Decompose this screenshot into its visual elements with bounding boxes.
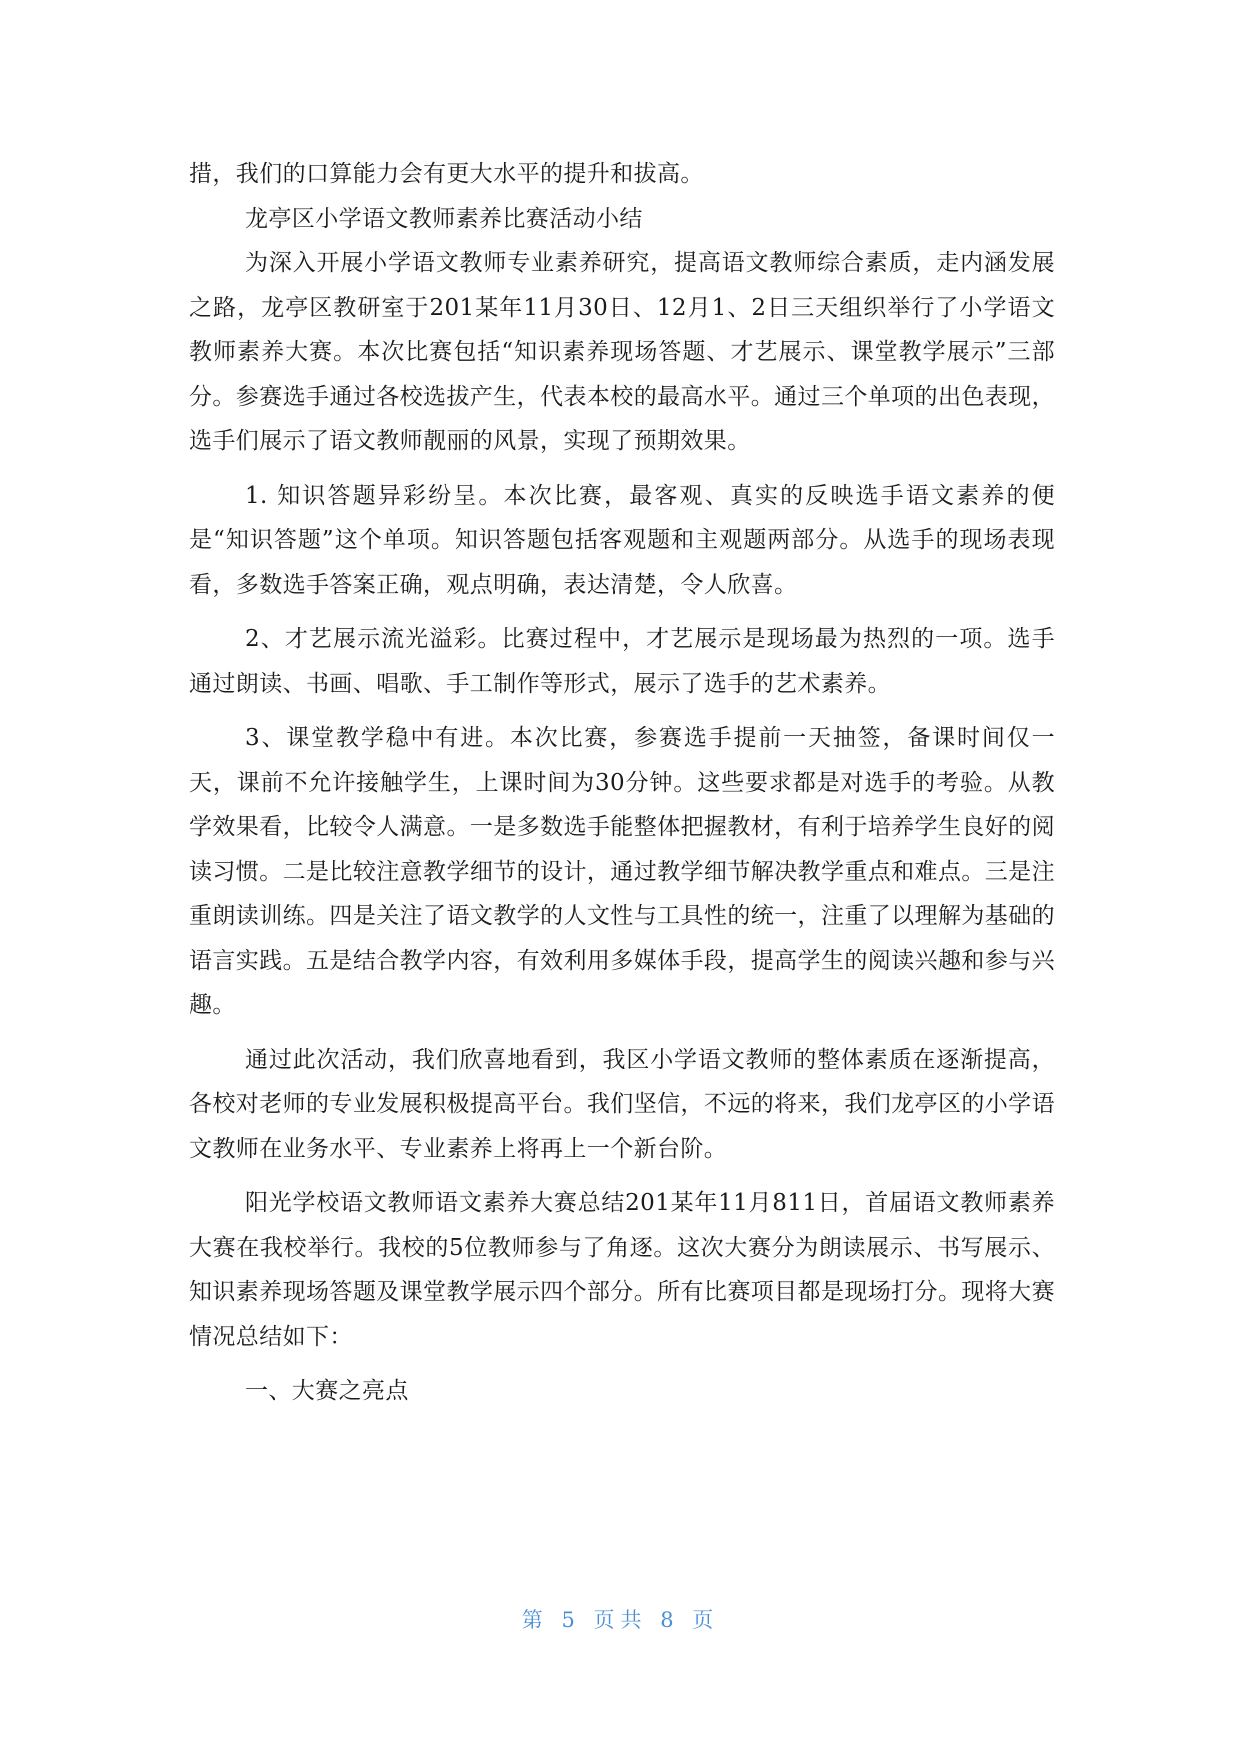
paragraph-intro: 为深入开展小学语文教师专业素养研究，提高语文教师综合素质，走内涵发展之路，龙亭区教研室于201某年11月30日、12月1、2日三天组织举行了小学语文教师素养大赛。本次比赛包括“知识素养现场答题、才艺展示、课堂教学展示”三部分。参赛选手通过各校选拔产生，代表本校的最高水平。通过三个单项的出色表现，选手们展示了语文教师靓丽的风景，实现了预期效果。 (189, 250, 1055, 454)
paragraph-item-2: 2、才艺展示流光溢彩。比赛过程中，才艺展示是现场最为热烈的一项。选手通过朗读、书画、唱歌、手工制作等形式，展示了选手的艺术素养。 (189, 626, 1055, 697)
paragraph-yangguang: 阳光学校语文教师语文素养大赛总结201某年11月811日，首届语文教师素养大赛在我校举行。我校的5位教师参与了角逐。这次大赛分为朗读展示、书写展示、知识素养现场答题及课堂教学展示四个部分。所有比赛项目都是现场打分。现将大赛情况总结如下： (189, 1190, 1055, 1350)
paragraph-item-3: 3、课堂教学稳中有进。本次比赛，参赛选手提前一天抽签，备课时间仅一天，课前不允许接触学生，上课时间为30分钟。这些要求都是对选手的考验。从教学效果看，比较令人满意。一是多数选手能整体把握教材，有利于培养学生良好的阅读习惯。二是比较注意教学细节的设计，通过教学细节解决教学重点和难点。三是注重朗读训练。四是关注了语文教学的人文性与工具性的统一，注重了以理解为基础的语言实践。五是结合教学内容，有效利用多媒体手段，提高学生的阅读兴趣和参与兴趣。 (189, 725, 1055, 1018)
footer-label-page: 第 (521, 1608, 549, 1632)
page-footer (0, 1604, 1241, 1634)
paragraph-item-1: 1. 知识答题异彩纷呈。本次比赛，最客观、真实的反映选手语文素养的便是“知识答题”这个单项。知识答题包括客观题和主观题两部分。从选手的现场表现看，多数选手答案正确，观点明确，表达清楚，令人欣喜。 (189, 482, 1055, 598)
footer-total-pages: 8 (660, 1608, 680, 1632)
section-title: 龙亭区小学语文教师素养比赛活动小结 (245, 205, 643, 232)
paragraph-0: 措，我们的口算能力会有更大水平的提升和拔高。 (189, 161, 704, 187)
document-body (189, 152, 1055, 1414)
paragraph-conclusion: 通过此次活动，我们欣喜地看到，我区小学语文教师的整体素质在逐渐提高，各校对老师的专业发展积极提高平台。我们坚信，不远的将来，我们龙亭区的小学语文教师在业务水平、专业素养上将再上一个新台阶。 (189, 1046, 1055, 1162)
subheading-highlights: 一、大赛之亮点 (245, 1378, 409, 1404)
footer-label-end: 页 (692, 1608, 720, 1632)
footer-current-page: 5 (561, 1608, 581, 1632)
footer-label-of: 页共 (593, 1608, 648, 1632)
